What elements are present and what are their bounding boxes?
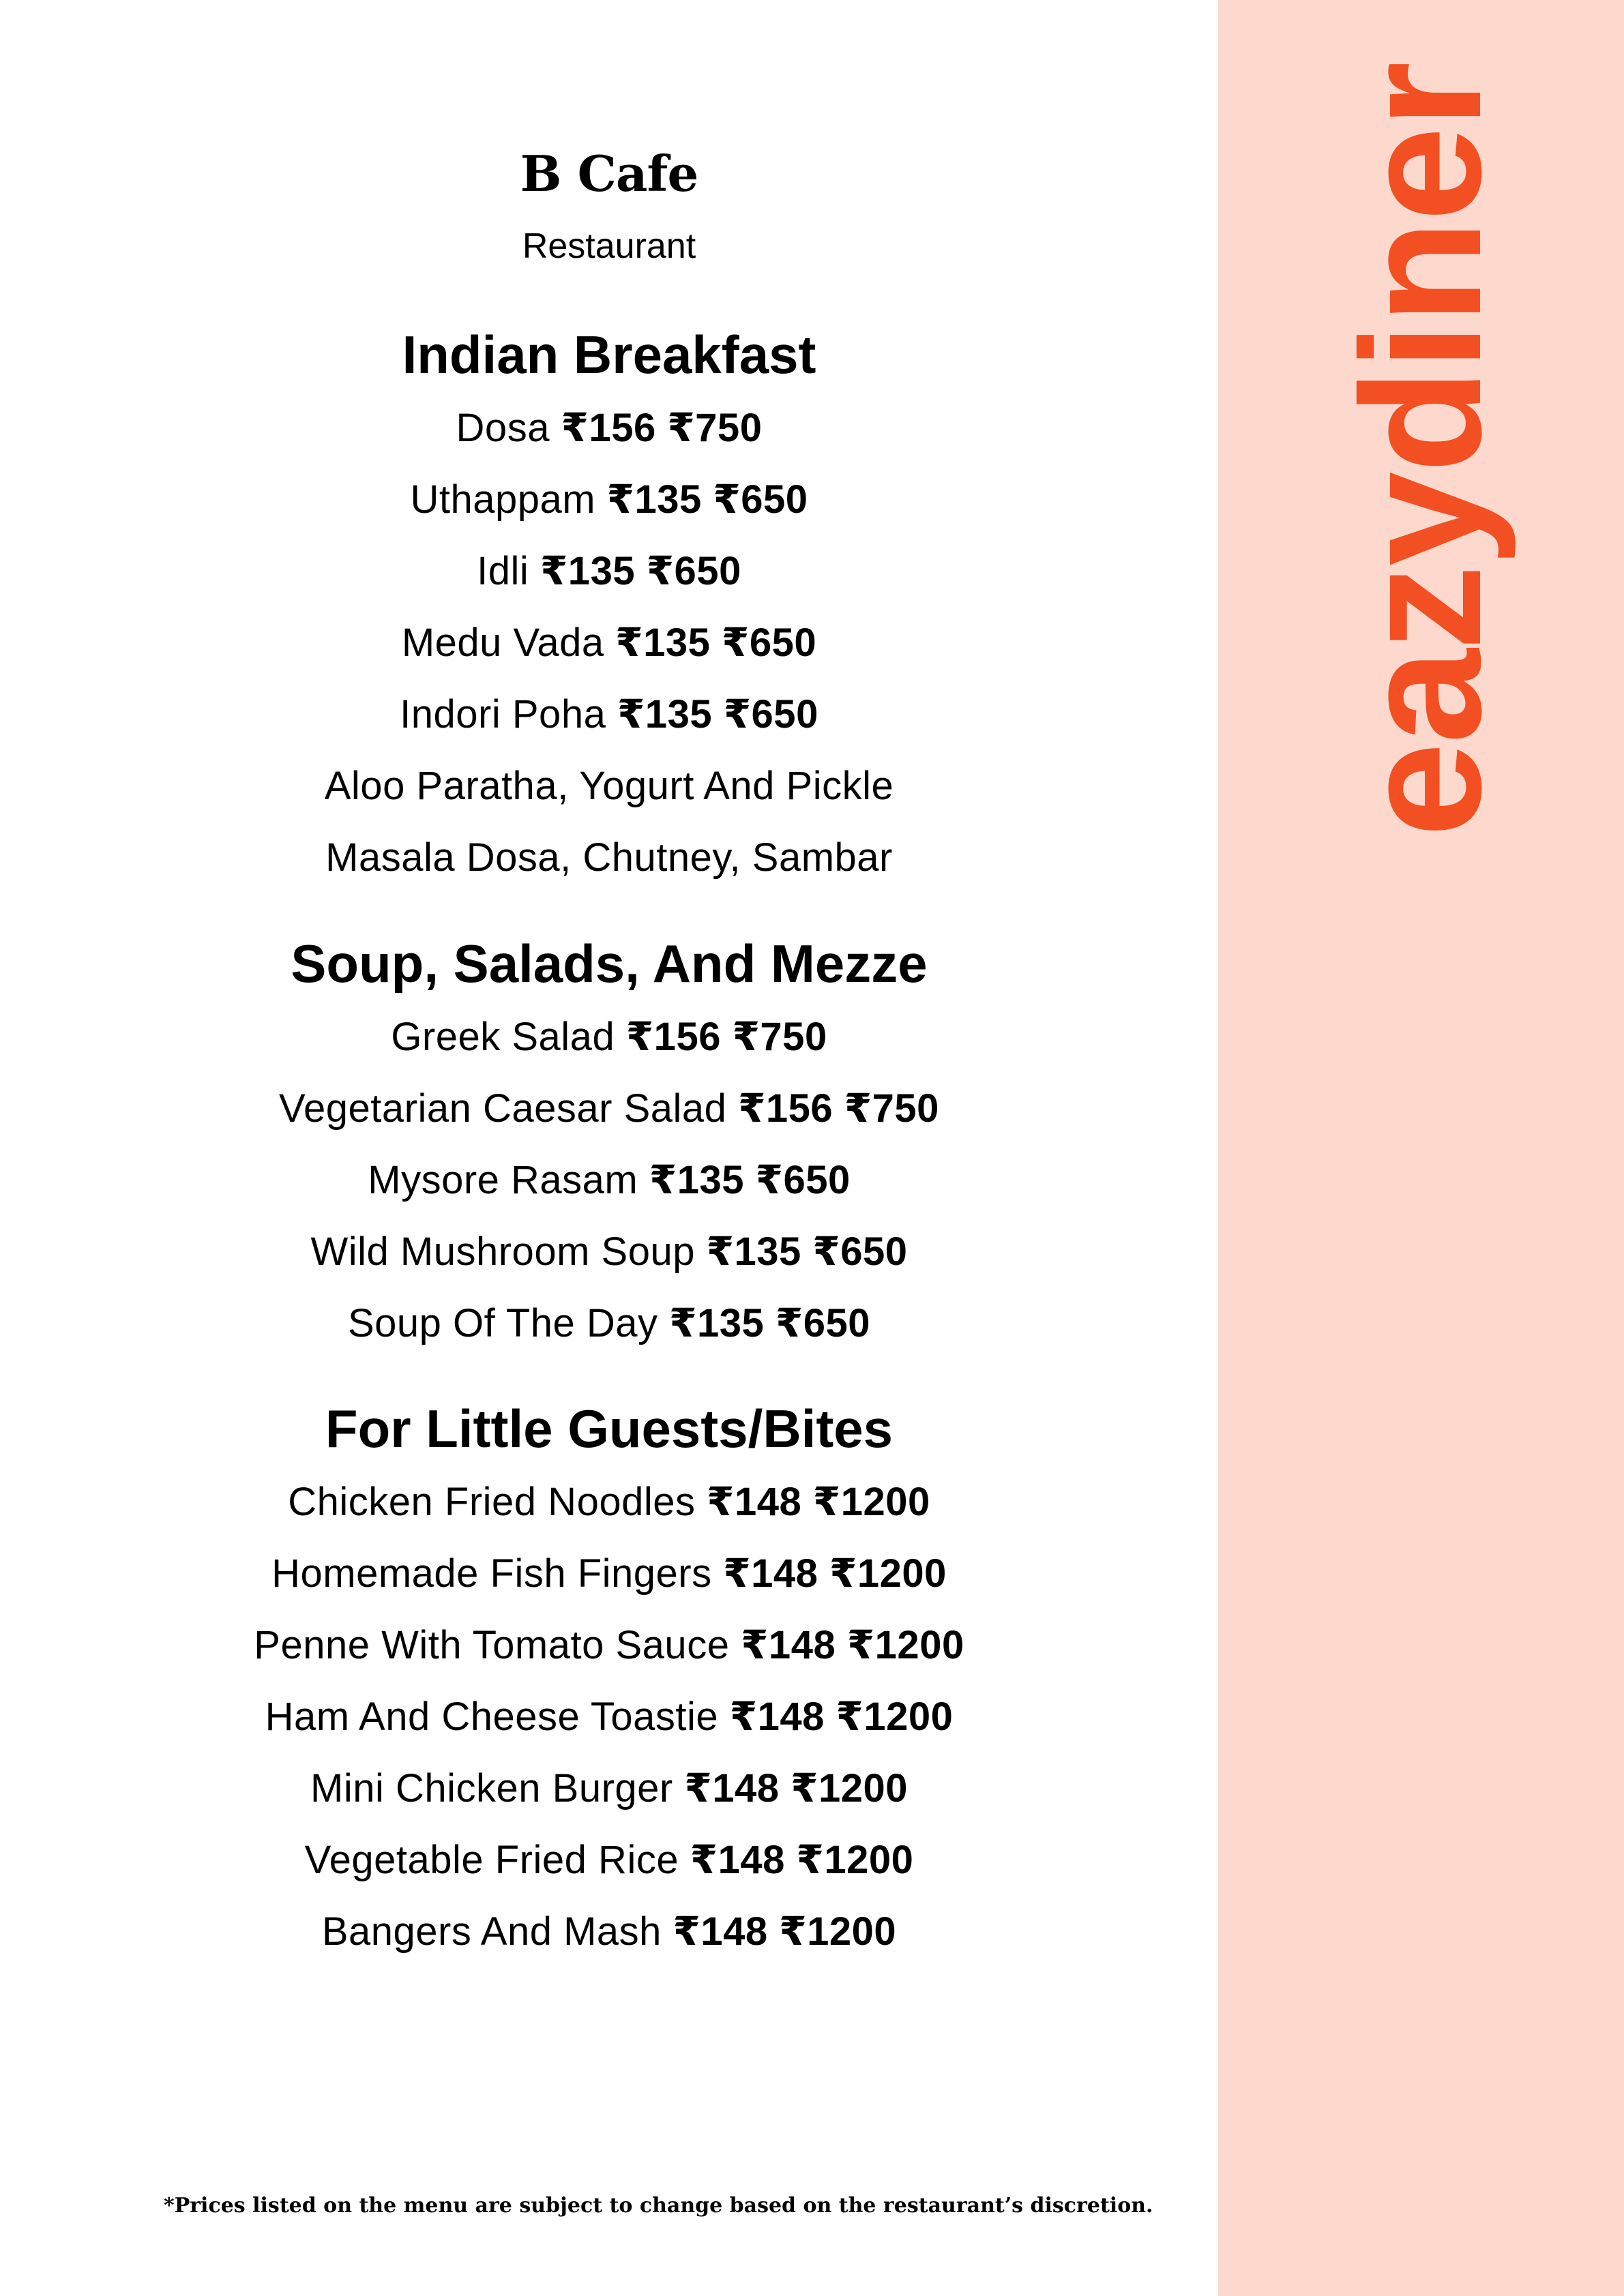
eazydiner-logo: eazydiner [1325, 63, 1516, 837]
menu-item [0, 1538, 1218, 1609]
item-name: Mysore Rasam [368, 1158, 638, 1202]
item-price: ₹148 ₹1200 [741, 1623, 964, 1667]
brand-panel [1218, 0, 1624, 2296]
menu-item [0, 392, 1218, 464]
menu-item [0, 1144, 1218, 1216]
item-name: Greek Salad [391, 1015, 615, 1059]
menu-item [0, 1896, 1218, 1967]
menu-item [0, 1466, 1218, 1538]
menu-item [0, 1073, 1218, 1144]
section-title: Soup, Salads, And Mezze [291, 934, 928, 994]
item-name: Bangers And Mash [321, 1909, 662, 1954]
item-price: ₹135 ₹650 [649, 1158, 851, 1202]
section-title: For Little Guests/Bites [325, 1399, 894, 1459]
item-name: Chicken Fried Noodles [288, 1480, 696, 1524]
item-name: Wild Mushroom Soup [310, 1229, 695, 1274]
menu-item [0, 750, 1218, 822]
item-name: Penne With Tomato Sauce [254, 1623, 730, 1667]
menu-section-soup-salads-mezze [0, 926, 1218, 1359]
item-name: Aloo Paratha, Yogurt And Pickle [324, 764, 894, 808]
menu-item [0, 1753, 1218, 1824]
item-price: ₹135 ₹650 [617, 692, 818, 736]
item-price: ₹135 ₹650 [606, 477, 808, 522]
item-price: ₹135 ₹650 [706, 1229, 908, 1274]
menu-item [0, 679, 1218, 750]
item-price: ₹135 ₹650 [669, 1301, 871, 1345]
menu-section-indian-breakfast [0, 317, 1218, 893]
menu-item [0, 1216, 1218, 1287]
item-name: Medu Vada [401, 621, 604, 665]
menu-item [0, 1609, 1218, 1681]
item-price: ₹148 ₹1200 [723, 1551, 947, 1596]
item-name: Uthappam [410, 477, 596, 522]
item-price: ₹148 ₹1200 [707, 1480, 930, 1524]
menu-item [0, 1824, 1218, 1896]
item-name: Soup Of The Day [347, 1301, 658, 1345]
menu-item [0, 1287, 1218, 1359]
item-name: Homemade Fish Fingers [271, 1551, 712, 1596]
item-price: ₹148 ₹1200 [729, 1695, 954, 1739]
menu-item [0, 822, 1218, 893]
item-name: Dosa [456, 406, 550, 450]
item-name: Vegetarian Caesar Salad [279, 1086, 727, 1131]
item-price: ₹148 ₹1200 [684, 1766, 908, 1810]
restaurant-name: B Cafe [520, 145, 698, 203]
restaurant-type: Restaurant [522, 226, 696, 266]
menu-item [0, 607, 1218, 679]
menu-item [0, 1001, 1218, 1073]
item-name: Indori Poha [400, 692, 606, 736]
menu-section-little-guests-bites [0, 1391, 1218, 1967]
item-name: Vegetable Fried Rice [304, 1838, 679, 1882]
item-price: ₹135 ₹650 [615, 621, 817, 665]
menu-item [0, 535, 1218, 607]
item-name: Idli [477, 549, 529, 593]
item-name: Ham And Cheese Toastie [265, 1695, 719, 1739]
item-price: ₹148 ₹1200 [690, 1838, 914, 1882]
item-price: ₹148 ₹1200 [673, 1909, 897, 1954]
menu-item [0, 1681, 1218, 1753]
item-name: Masala Dosa, Chutney, Sambar [325, 835, 893, 880]
section-title: Indian Breakfast [402, 325, 816, 385]
price-disclaimer: *Prices listed on the menu are subject to change based on the restaurant’s discretion. [164, 2194, 1153, 2218]
item-price: ₹156 ₹750 [738, 1086, 939, 1131]
item-price: ₹156 ₹750 [625, 1015, 827, 1059]
menu-item [0, 464, 1218, 535]
item-price: ₹135 ₹650 [540, 549, 741, 593]
item-name: Mini Chicken Burger [310, 1766, 673, 1810]
item-price: ₹156 ₹750 [561, 406, 763, 450]
